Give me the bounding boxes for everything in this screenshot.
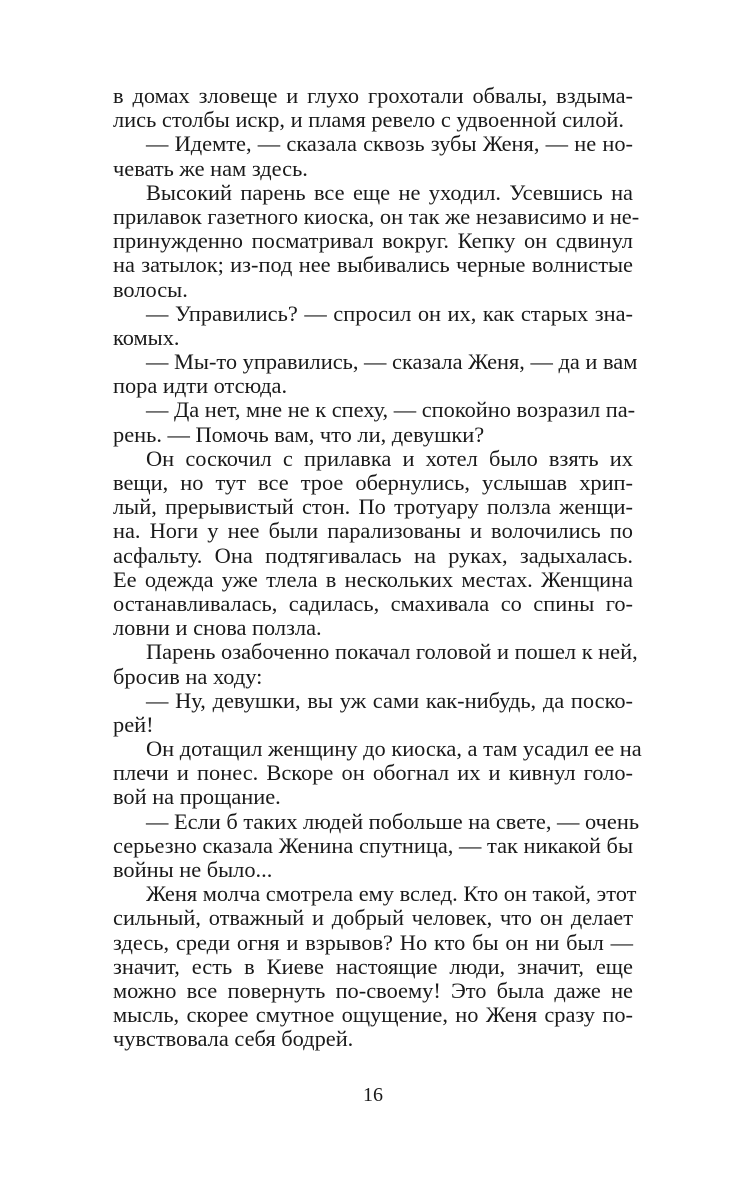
text-line: — Мы-то управились, — сказала Женя, — да и вам (146, 349, 638, 375)
text-line: вещи, но тут все трое обернулись, услышав хрип- (113, 470, 633, 495)
text-line: серьезно сказала Женина спутница, — так никакой бы (113, 832, 633, 858)
text-line: асфальту. Она подтягивалась на руках, задыхалась. (113, 542, 633, 568)
text-line: Высокий парень все еще не уходил. Усевшись на (146, 179, 633, 205)
text-line: здесь, среди огня и взрывов? Но кто бы он ни был — (113, 929, 633, 955)
text-line: в домах зловеще и глухо грохотали обвалы, вздыма- (113, 83, 633, 108)
text-line: волосы. (113, 276, 188, 302)
text-line: Парень озабоченно покачал головой и пошел к ней, (146, 639, 638, 665)
text-line: чувствовала себя бодрей. (113, 1026, 354, 1052)
text-line: останавливалась, садилась, смахивала со спины го- (113, 590, 633, 616)
text-line: вой на прощание. (113, 784, 281, 810)
text-line: Ее одежда уже тлела в нескольких местах. Женщина (113, 566, 633, 592)
text-line: плечи и понес. Вскоре он обогнал их и кивнул голо- (113, 760, 633, 786)
text-line: рей! (113, 711, 154, 737)
text-line: — Ну, девушки, вы уж сами как-нибудь, да поско- (146, 687, 633, 713)
text-line: — Идемте, — сказала сквозь зубы Женя, — не но- (146, 131, 633, 157)
text-line: принужденно посматривал вокруг. Кепку он сдвинул (113, 228, 633, 254)
text-line: значит, есть в Киеве настоящие люди, значит, еще (113, 953, 633, 979)
text-line: — Да нет, мне не к спеху, — спокойно возразил па- (146, 397, 636, 423)
text-line: на. Ноги у нее были парализованы и волочились по (113, 518, 633, 544)
text-line: комых. (113, 324, 180, 350)
text-line: Он соскочил с прилавка и хотел было взять их (146, 445, 633, 471)
page-number: 16 (363, 1084, 383, 1106)
text-line: рень. — Помочь вам, что ли, девушки? (113, 421, 485, 447)
text-line: Женя молча смотрела ему вслед. Кто он такой, этот (146, 881, 637, 907)
text-line: — Управились? — спросил он их, как старых зна- (146, 300, 633, 326)
text-line: войны не было... (113, 857, 273, 882)
text-line: — Если б таких людей побольше на свете, — очень (146, 808, 640, 834)
text-line: мысль, скорее смутное ощущение, но Женя сразу по- (113, 1002, 633, 1028)
text-line: бросив на ходу: (113, 663, 263, 689)
text-line: на затылок; из-под нее выбивались черные волнистые (113, 252, 633, 278)
text-line: лый, прерывистый стон. По тротуару ползла женщи- (113, 494, 633, 520)
text-line: ловни и снова ползла. (113, 615, 322, 641)
text-line: пора идти отсюда. (113, 373, 288, 399)
text-line: сильный, отважный и добрый человек, что он делает (113, 905, 633, 931)
text-line: чевать же нам здесь. (113, 155, 308, 181)
text-line: можно все повернуть по-своему! Это была даже не (113, 977, 633, 1003)
text-line: прилавок газетного киоска, он так же независимо и не- (113, 203, 640, 229)
text-line: Он дотащил женщину до киоска, а там усадил ее на (146, 736, 642, 762)
body-text (113, 83, 642, 1052)
text-line: лись столбы искр, и пламя ревело с удвоенной силой. (113, 107, 624, 133)
